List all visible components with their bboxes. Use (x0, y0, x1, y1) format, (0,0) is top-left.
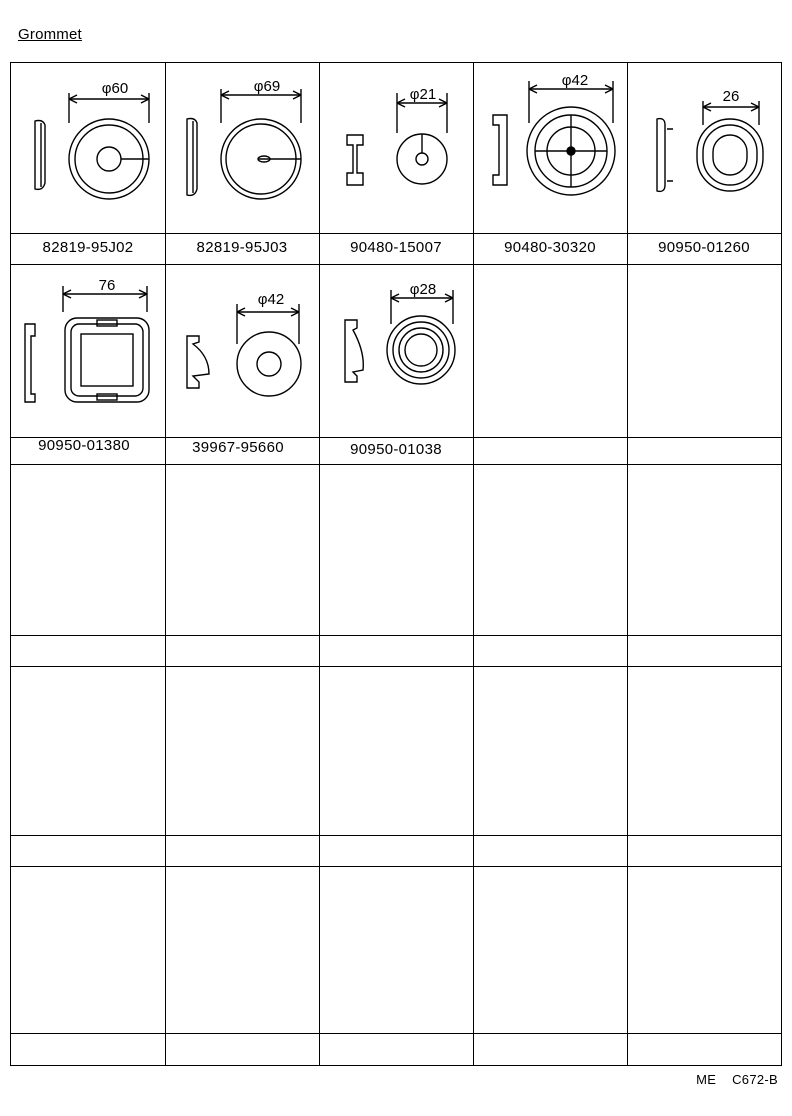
part-cell-3 (319, 63, 473, 256)
part-cell-1 (11, 63, 165, 256)
row-divider (11, 1033, 781, 1034)
part-cell-8 (319, 264, 473, 458)
part-cell-4 (473, 63, 627, 256)
split-grommet-icon (319, 63, 473, 233)
part-cell-2 (165, 63, 319, 256)
page-footer (684, 1072, 778, 1087)
part-number: 39967-95660 (192, 439, 284, 456)
part-number: 90950-01038 (350, 441, 442, 458)
dimension-label: φ60 (101, 80, 129, 97)
row-divider (11, 635, 781, 636)
part-number: 90950-01260 (658, 239, 750, 256)
page-title: Grommet (18, 26, 82, 43)
dimension-label: φ28 (409, 281, 437, 298)
flanged-grommet-icon (165, 264, 319, 434)
part-number: 90480-30320 (504, 239, 596, 256)
cross-cut-grommet-icon (473, 63, 627, 233)
round-grommet-slit-icon (11, 63, 165, 233)
dimension-label: 26 (722, 88, 740, 105)
part-cell-7 (165, 264, 319, 456)
round-grommet-keyhole-icon (165, 63, 319, 233)
row-divider (11, 464, 781, 465)
dimension-label: φ42 (257, 291, 285, 308)
dimension-label: φ69 (253, 78, 281, 95)
footer-code: ME (696, 1072, 717, 1087)
row-divider (11, 666, 781, 667)
dimension-label: φ21 (409, 86, 437, 103)
oval-grommet-icon (627, 63, 781, 233)
parts-table (10, 62, 782, 1066)
footer-figure-id: C672-B (732, 1072, 778, 1087)
row-divider (11, 866, 781, 867)
dimension-label: φ42 (561, 72, 589, 89)
part-number: 90950-01380 (38, 437, 130, 454)
dimension-label: 76 (98, 277, 116, 294)
square-grommet-icon (11, 264, 165, 434)
part-number: 90480-15007 (350, 239, 442, 256)
stepped-grommet-icon (319, 264, 473, 434)
part-cell-6 (11, 264, 165, 454)
part-number: 82819-95J02 (42, 239, 134, 256)
part-cell-5 (627, 63, 781, 256)
part-number: 82819-95J03 (196, 239, 288, 256)
row-divider (11, 835, 781, 836)
